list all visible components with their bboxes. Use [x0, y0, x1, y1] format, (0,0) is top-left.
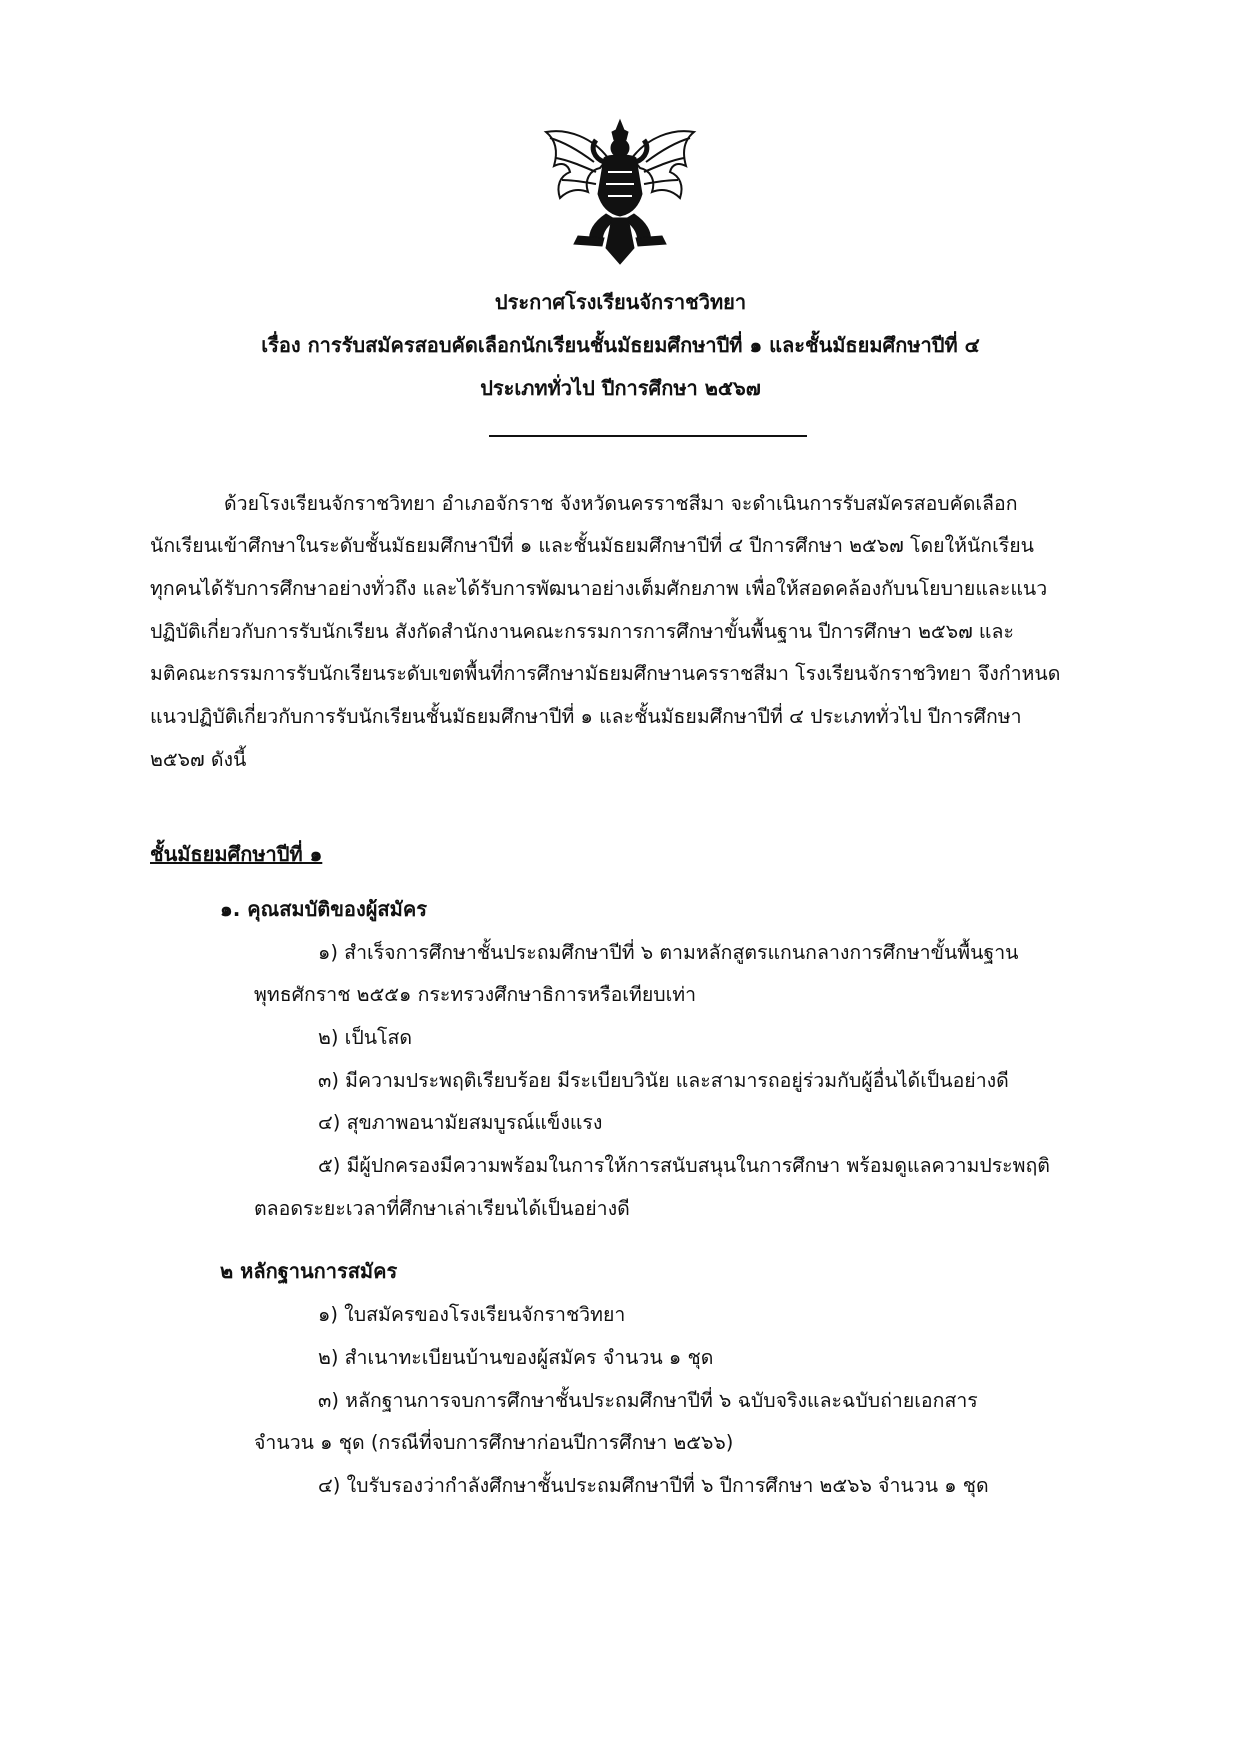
document-item: ๒) สำเนาทะเบียนบ้านของผู้สมัคร จำนวน ๑ ชุด	[318, 1346, 714, 1369]
intro-line: ๒๕๖๗ ดังนี้	[150, 748, 247, 771]
announcement-subject: เรื่อง การรับสมัครสอบคัดเลือกนักเรียนชั้นมัธยมศึกษาปีที่ ๑ และชั้นมัธยมศึกษาปีที่ ๔	[261, 333, 980, 357]
qualification-item: ๕) มีผู้ปกครองมีความพร้อมในการให้การสนับสนุนในการศึกษา พร้อมดูแลความประพฤติ	[318, 1154, 1050, 1177]
garuda-emblem-icon	[538, 118, 702, 266]
section-heading-documents: ๒ หลักฐานการสมัคร	[220, 1259, 398, 1283]
document-item-cont: จำนวน ๑ ชุด (กรณีที่จบการศึกษาก่อนปีการศึกษา ๒๕๖๖)	[254, 1431, 734, 1454]
title-divider	[489, 435, 807, 437]
intro-line: แนวปฏิบัติเกี่ยวกับการรับนักเรียนชั้นมัธยมศึกษาปีที่ ๑ และชั้นมัธยมศึกษาปีที่ ๔ ประเภททั่วไป ปีการศึกษา	[150, 705, 1022, 728]
level-heading: ชั้นมัธยมศึกษาปีที่ ๑	[150, 842, 323, 866]
intro-line: มติคณะกรรมการรับนักเรียนระดับเขตพื้นที่การศึกษามัธยมศึกษานครราชสีมา โรงเรียนจักราชวิทยา จึงกำหนด	[150, 662, 1061, 685]
qualification-item: ๓) มีความประพฤติเรียบร้อย มีระเบียบวินัย และสามารถอยู่ร่วมกับผู้อื่นได้เป็นอย่างดี	[318, 1069, 1009, 1092]
qualification-item: ๒) เป็นโสด	[318, 1026, 413, 1049]
qualification-item: ๑) สำเร็จการศึกษาชั้นประถมศึกษาปีที่ ๖ ตามหลักสูตรแกนกลางการศึกษาขั้นพื้นฐาน	[318, 941, 1019, 964]
document-item: ๓) หลักฐานการจบการศึกษาชั้นประถมศึกษาปีที่ ๖ ฉบับจริงและฉบับถ่ายเอกสาร	[318, 1389, 978, 1412]
document-item: ๔) ใบรับรองว่ากำลังศึกษาชั้นประถมศึกษาปีที่ ๖ ปีการศึกษา ๒๕๖๖ จำนวน ๑ ชุด	[318, 1474, 989, 1497]
announcement-title: ประกาศโรงเรียนจักราชวิทยา	[494, 290, 747, 314]
intro-line: ปฏิบัติเกี่ยวกับการรับนักเรียน สังกัดสำนักงานคณะกรรมการการศึกษาขั้นพื้นฐาน ปีการศึกษา ๒๕๖๗ และ	[150, 620, 1014, 643]
document-item: ๑) ใบสมัครของโรงเรียนจักราชวิทยา	[318, 1303, 626, 1326]
qualification-item: ๔) สุขภาพอนามัยสมบูรณ์แข็งแรง	[318, 1111, 603, 1134]
announcement-category: ประเภททั่วไป ปีการศึกษา ๒๕๖๗	[480, 376, 761, 400]
intro-line: ด้วยโรงเรียนจักราชวิทยา อำเภอจักราช จังหวัดนครราชสีมา จะดำเนินการรับสมัครสอบคัดเลือก	[224, 492, 1018, 515]
intro-line: ทุกคนได้รับการศึกษาอย่างทั่วถึง และได้รับการพัฒนาอย่างเต็มศักยภาพ เพื่อให้สอดคล้องกับนโยบายและแนว	[150, 577, 1048, 600]
qualification-item-cont: ตลอดระยะเวลาที่ศึกษาเล่าเรียนได้เป็นอย่างดี	[254, 1197, 630, 1220]
section-heading-qualifications: ๑. คุณสมบัติของผู้สมัคร	[220, 897, 427, 921]
qualification-item-cont: พุทธศักราช ๒๕๕๑ กระทรวงศึกษาธิการหรือเทียบเท่า	[254, 983, 697, 1006]
intro-line: นักเรียนเข้าศึกษาในระดับชั้นมัธยมศึกษาปีที่ ๑ และชั้นมัธยมศึกษาปีที่ ๔ ปีการศึกษา ๒๕๖๗ โดยให้นักเรียน	[150, 534, 1034, 557]
